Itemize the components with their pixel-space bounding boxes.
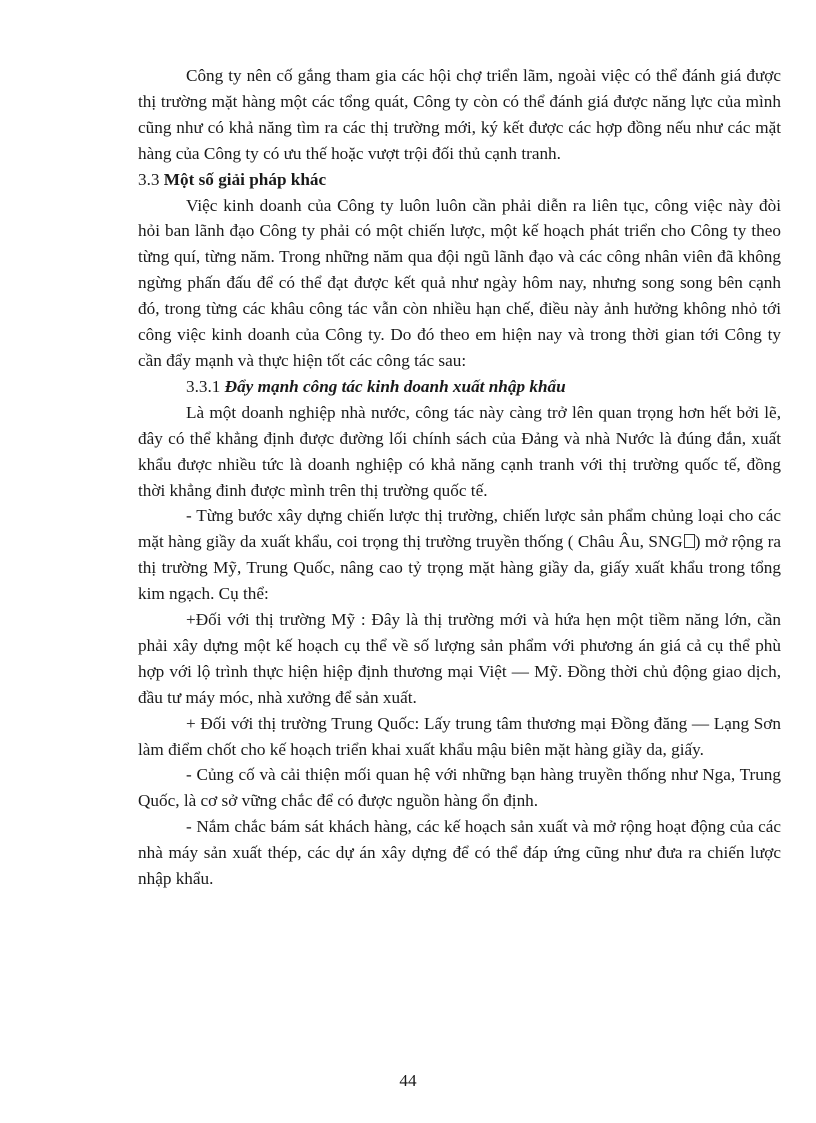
paragraph-market-strategy: [138, 503, 781, 607]
missing-glyph-icon: [684, 534, 695, 548]
paragraph-market-strategy-part2: ) mở rộng ra thị trường Mỹ, Trung Quốc, nâng cao tỷ trọng mặt hàng giầy da, giấy xuất khẩu trong tổng kim ngạch. Cụ thể:: [138, 532, 781, 604]
paragraph-market-strategy-part1: - Từng bước xây dựng chiến lược thị trường, chiến lược sản phẩm chủng loại cho các mặt hàng giầy da xuất khẩu, coi trọng thị trường truyền thống ( Châu Âu, SNG: [138, 506, 781, 552]
paragraph-trade-fairs: Công ty nên cố gắng tham gia các hội chợ triển lãm, ngoài việc có thể đánh giá được thị trường mặt hàng một các tổng quát, Công ty còn có thể đánh giá được năng lực của mình cũng như có khả năng tìm ra các thị trường mới, ký kết được các hợp đồng nếu như các mặt hàng của Công ty có ưu thế hoặc vượt trội đối thủ cạnh tranh.: [138, 66, 781, 163]
paragraph-traditional-partners: - Củng cố và cải thiện mối quan hệ với những bạn hàng truyền thống như Nga, Trung Quốc, là cơ sở vững chắc để có được nguồn hàng ổn định.: [138, 765, 781, 811]
subsection-title: Đẩy mạnh công tác kinh doanh xuất nhập khẩu: [224, 376, 566, 396]
document-page: [138, 63, 781, 892]
section-heading-3-3: [138, 167, 781, 193]
paragraph-state-enterprise: Là một doanh nghiệp nhà nước, công tác này càng trở lên quan trọng hơn hết bởi lẽ, đây có thể khẳng định được đường lối chính sách của Đảng và nhà Nước là đúng đắn, xuất khẩu được nhiều tức là doanh nghiệp có khả năng cạnh tranh với thị trường quốc tế, đồng thời khẳng đinh được mình trên thị trường quốc tế.: [138, 402, 781, 500]
page-number: 44: [399, 1071, 417, 1090]
paragraph-customer-tracking: - Nắm chắc bám sát khách hàng, các kế hoạch sản xuất và mở rộng hoạt động của các nhà máy sản xuất thép, các dự án xây dựng để có thể đáp ứng cũng như đưa ra chiến lược nhập khẩu.: [138, 817, 781, 889]
paragraph-us-market: +Đối với thị trường Mỹ : Đây là thị trường mới và hứa hẹn một tiềm năng lớn, cần phải xây dựng một kế hoạch cụ thể về số lượng sản phẩm với phương án giá cả cụ thể phù hợp với lộ trình thực hiện hiệp định thương mại Việt — Mỹ. Đồng thời chủ động giao dịch, đầu tư máy móc, nhà xưởng để sản xuất.: [138, 610, 781, 707]
section-number: 3.3: [138, 169, 164, 189]
paragraph-business-strategy: Việc kinh doanh của Công ty luôn luôn cần phải diễn ra liên tục, công việc này đòi hỏi ban lãnh đạo Công ty phải có một chiến lược, một kế hoạch phát triển cho Công ty theo từng quí, từng năm. Trong những năm qua đội ngũ lãnh đạo và các công nhân viên đã không ngừng phấn đấu để có thể đạt được kết quả như ngày hôm nay, nhưng song song bên cạnh đó, trong từng các khâu công tác vẫn còn nhiều hạn chế, điều này ảnh hưởng không nhỏ tới công việc kinh doanh của Công ty. Do đó theo em hiện nay và trong thời gian tới Công ty cần đẩy mạnh và thực hiện tốt các công tác sau:: [138, 195, 781, 370]
section-heading-3-3-1: [138, 374, 781, 400]
paragraph-china-market: + Đối với thị trường Trung Quốc: Lấy trung tâm thương mại Đồng đăng — Lạng Sơn làm điểm chốt cho kế hoạch triển khai xuất khẩu mậu biên mặt hàng giầy da, giấy.: [138, 713, 781, 759]
section-title: Một số giải pháp khác: [163, 169, 327, 189]
subsection-number: 3.3.1: [186, 376, 225, 396]
